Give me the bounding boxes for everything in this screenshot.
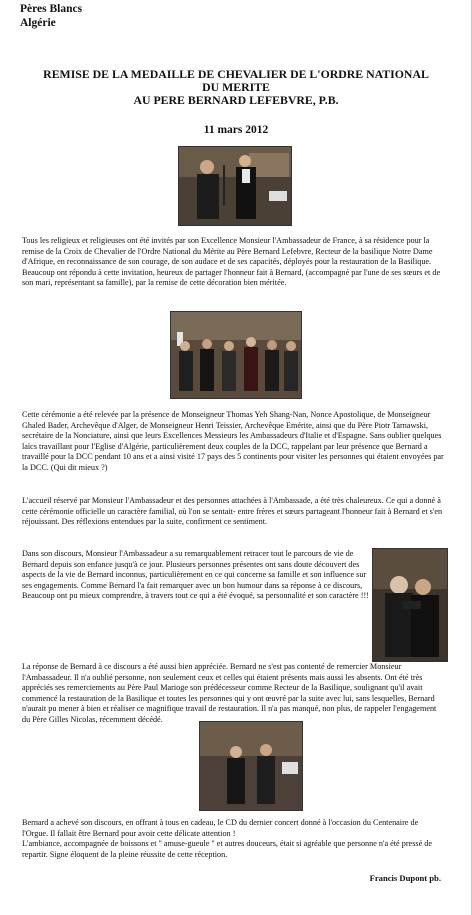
photo-closing-speech [199,721,303,811]
title-line-3: AU PERE BERNARD LEFEBVRE, P.B. [133,93,339,108]
author-signature: Francis Dupont pb. [369,873,441,883]
photo-speech-at-microphone [178,146,292,226]
paragraph-invitation: Tous les religieux et religieuses ont été invités par son Excellence Monsieur l'Ambassadeur de France, à sa résidence pour la remise de la Croix de Chevalier de l'Ordre National du Mérite au Père Bernard Lefebvre, Recteur de la basilique Notre Dame d'Afrique, en reconnaissance de son courage, de son audace et de ses capacités, déployés pour la restauration de la Basilique. Beaucoup ont répondu à cette invitation, heureux de partager l'honneur fait à Bernard, (accompagné par l'une de ses sœurs et de son mari, représentant sa famille), par la remise de cette décoration bien méritée. [22,236,441,288]
paragraph-closing: Bernard a achevé son discours, en offrant à tous en cadeau, le CD du dernier concert donné à l'occasion du Centenaire de l'Orgue. Il fallait être Bernard pour avoir cette délicate attention ! L'ambiance, accompagnée de boissons et " amuse-gueule " et autres douceurs, était si agréable que personne n'a été pressé de repartir. Signe éloquent de la pleine réussite de cette réception. [22,818,432,859]
document-header [20,2,82,30]
title-line-2: DU MERITE [202,80,270,95]
paragraph-ambassador-speech: Dans son discours, Monsieur l'Ambassadeur a su remarquablement retracer tout le parcours de vie de Bernard depuis son enfance jusqu'à ce jour. Plusieurs personnes présentes ont sans doute découvert des aspects de la vie de Bernard inconnus, particulièrement en ce qui concerne sa famille et son influence sur ses engagements. Comme Bernard l'a fait remarquer avec un bon humour dans sa réponse à ce discours, Beaucoup ont pu mieux comprendre, à travers tout ce qui a été évoqué, sa personnalité et son caractère !!! [22,549,369,601]
event-date: 11 mars 2012 [203,124,269,136]
photo-embrace [372,548,448,662]
page-title [16,68,456,108]
photo-reception-crowd [170,311,302,399]
title-line-1: REMISE DE LA MEDAILLE DE CHEVALIER DE L'ORDRE NATIONAL [43,67,429,81]
header-line-1: Pères Blancs [20,3,83,15]
header-line-2: Algérie [20,17,56,29]
paragraph-attendees: Cette cérémonie a été relevée par la présence de Monseigneur Thomas Yeh Shang-Nan, Nonce Apostolique, de Monseigneur Ghaled Bader, Archevêque d'Alger, de Monseigneur Henri Teissier, Archevêque Emérite, ainsi que du Père Piotr Tarnawski, secrétaire de la Nonciature, ainsi que leurs Excellences Messieurs les Ambassadeurs d'Italie et d'Espagne. Sans oublier quelques laïcs travaillant pour l'Eglise d'Algérie, particulièrement deux couples de la DCC, rappelant par leur présence que Bernard a travaillé pour la DCC pendant 10 ans et a ainsi visité 17 pays des 5 continents pour visiter les personnes qui étaient envoyées par la DCC. (Qui dit mieux ?) [22,410,444,472]
paragraph-welcome: L'accueil réservé par Monsieur l'Ambassadeur et des personnes attachées à l'Ambassade, a été très chaleureux. Ce qui a donné à cette cérémonie officielle un caractère familial, où l'on se sentait- entre frères et sœurs partageant l'honneur fait à Bernard et s'en réjouissant. Des réflexions entendues par la suite, confirment ce sentiment. [22,496,443,527]
paragraph-bernard-response: La réponse de Bernard à ce discours a été aussi bien appréciée. Bernard ne s'est pas contenté de remercier Monsieur l'Ambassadeur. Il n'a oublié personne, non seulement ceux et celles qui étaient présents mais aussi les absents. Ont été très appréciés ses remerciements au Père Paul Marioge son prédécesseur comme Recteur de la Basilique, soulignant qu'il avait commencé la restauration de la Basilique et toutes les personnes qui y ont œuvré par la suite avec lui, sans lesquelles, Bernard n'aurait pu mener à bien et réaliser ce magnifique travail de restauration. Il n'a pas manqué, non plus, de rappeler l'engagement du Père Gilles Nicolas, récemment décédé. [22,662,437,724]
